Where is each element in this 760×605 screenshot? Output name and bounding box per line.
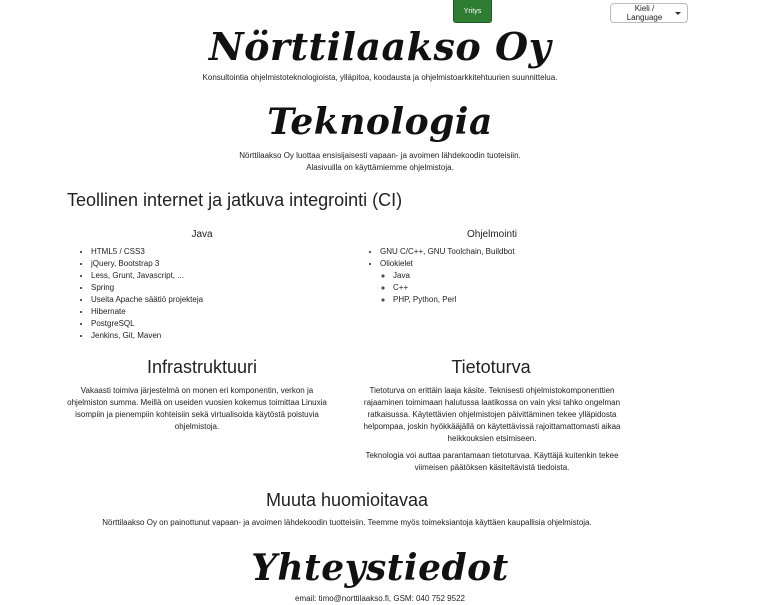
ci-heading: Teollinen internet ja jatkuva integrointi (CI) <box>67 190 403 210</box>
contact-line: email: timo@norttilaakso.fi, GSM: 040 752 9522 <box>295 594 465 603</box>
infra-heading: Infrastruktuuri <box>146 357 258 377</box>
list-item: • HTML5 / CSS3 <box>91 246 203 258</box>
language-dropdown[interactable] <box>610 3 688 23</box>
oop-sublist <box>380 270 515 306</box>
list-item: • Hibernate <box>91 306 203 318</box>
infra-text: Vakaasti toimiva järjestelmä on monen eri komponentin, verkon ja ohjelmiston summa. Meillä on useiden vuosien kokemus toimittaa Linuxia isompiin ja pienempiin kohteisiin sekä virtualisoida käytöstä poistuvia ohjelmistoja. <box>67 386 327 431</box>
list-item: ◦ C++ <box>393 282 515 294</box>
technology-title: Teknologia <box>267 101 493 143</box>
caret-down-icon <box>675 12 681 15</box>
company-nav-button[interactable]: Yritys <box>453 0 492 23</box>
java-heading: Java <box>191 229 213 240</box>
technology-intro: Nörttilaakso Oy luottaa ensisijaisesti vapaan- ja avoimen lähdekoodin tuoteisiin. Alasivuilla on käyttämiemme ohjelmistoja. <box>239 151 521 172</box>
other-heading: Muuta huomioitavaa <box>265 490 429 510</box>
list-item: • Jenkins, Git, Maven <box>91 330 203 342</box>
language-dropdown-label: Kieli / Language <box>626 4 663 22</box>
programming-heading: Ohjelmointi <box>466 229 518 240</box>
other-text: Nörttilaakso Oy on painottunut vapaan- ja avoimen lähdekoodin tuotteisiin. Teemme myös toimeksiantoja käyttäen kaupallisia ohjelmistoja. <box>102 518 592 527</box>
page-title: Nörttilaakso Oy <box>208 24 552 69</box>
java-list <box>77 246 203 342</box>
list-item <box>380 258 515 306</box>
security-text-1: Tietoturva on erittäin laaja käsite. Teknisesti ohjelmistokomponenttien rajaaminen toimimaan halutussa laatikossa on vain yksi tahko ongelman ratkaisussa. Käytettävien ohjelmistojen päivittäminen tekee ylläpidosta helpompaa, joskin hyökkääjällä on käytettävissä rajoittamattomasti aikaa heikkouksien etsimiseen. <box>363 386 621 443</box>
list-item: • PostgreSQL <box>91 318 203 330</box>
list-item: • Useita Apache säätiö projekteja <box>91 294 203 306</box>
list-item: ◦ PHP, Python, Perl <box>393 294 515 306</box>
tagline: Konsultointia ohjelmistoteknologioista, ylläpitoa, koodausta ja ohjelmistoarkkitehtuurien suunnittelua. <box>202 73 558 82</box>
list-item: • GNU C/C++, GNU Toolchain, Buildbot <box>380 246 515 258</box>
security-text-2: Teknologia voi auttaa parantamaan tietoturvaa. Käyttäjä kuitenkin tekee viimeisen päätöksen käsiteltävistä tiedoista. <box>365 451 619 472</box>
list-item: • Less, Grunt, Javascript, ... <box>91 270 203 282</box>
list-item: ◦ Java <box>393 270 515 282</box>
programming-list <box>366 246 515 306</box>
list-item-label: Oliokielet <box>380 259 413 268</box>
contact-title: Yhteystiedot <box>251 547 509 589</box>
list-item: • jQuery, Bootstrap 3 <box>91 258 203 270</box>
security-heading: Tietoturva <box>451 357 531 377</box>
list-item: • Spring <box>91 282 203 294</box>
